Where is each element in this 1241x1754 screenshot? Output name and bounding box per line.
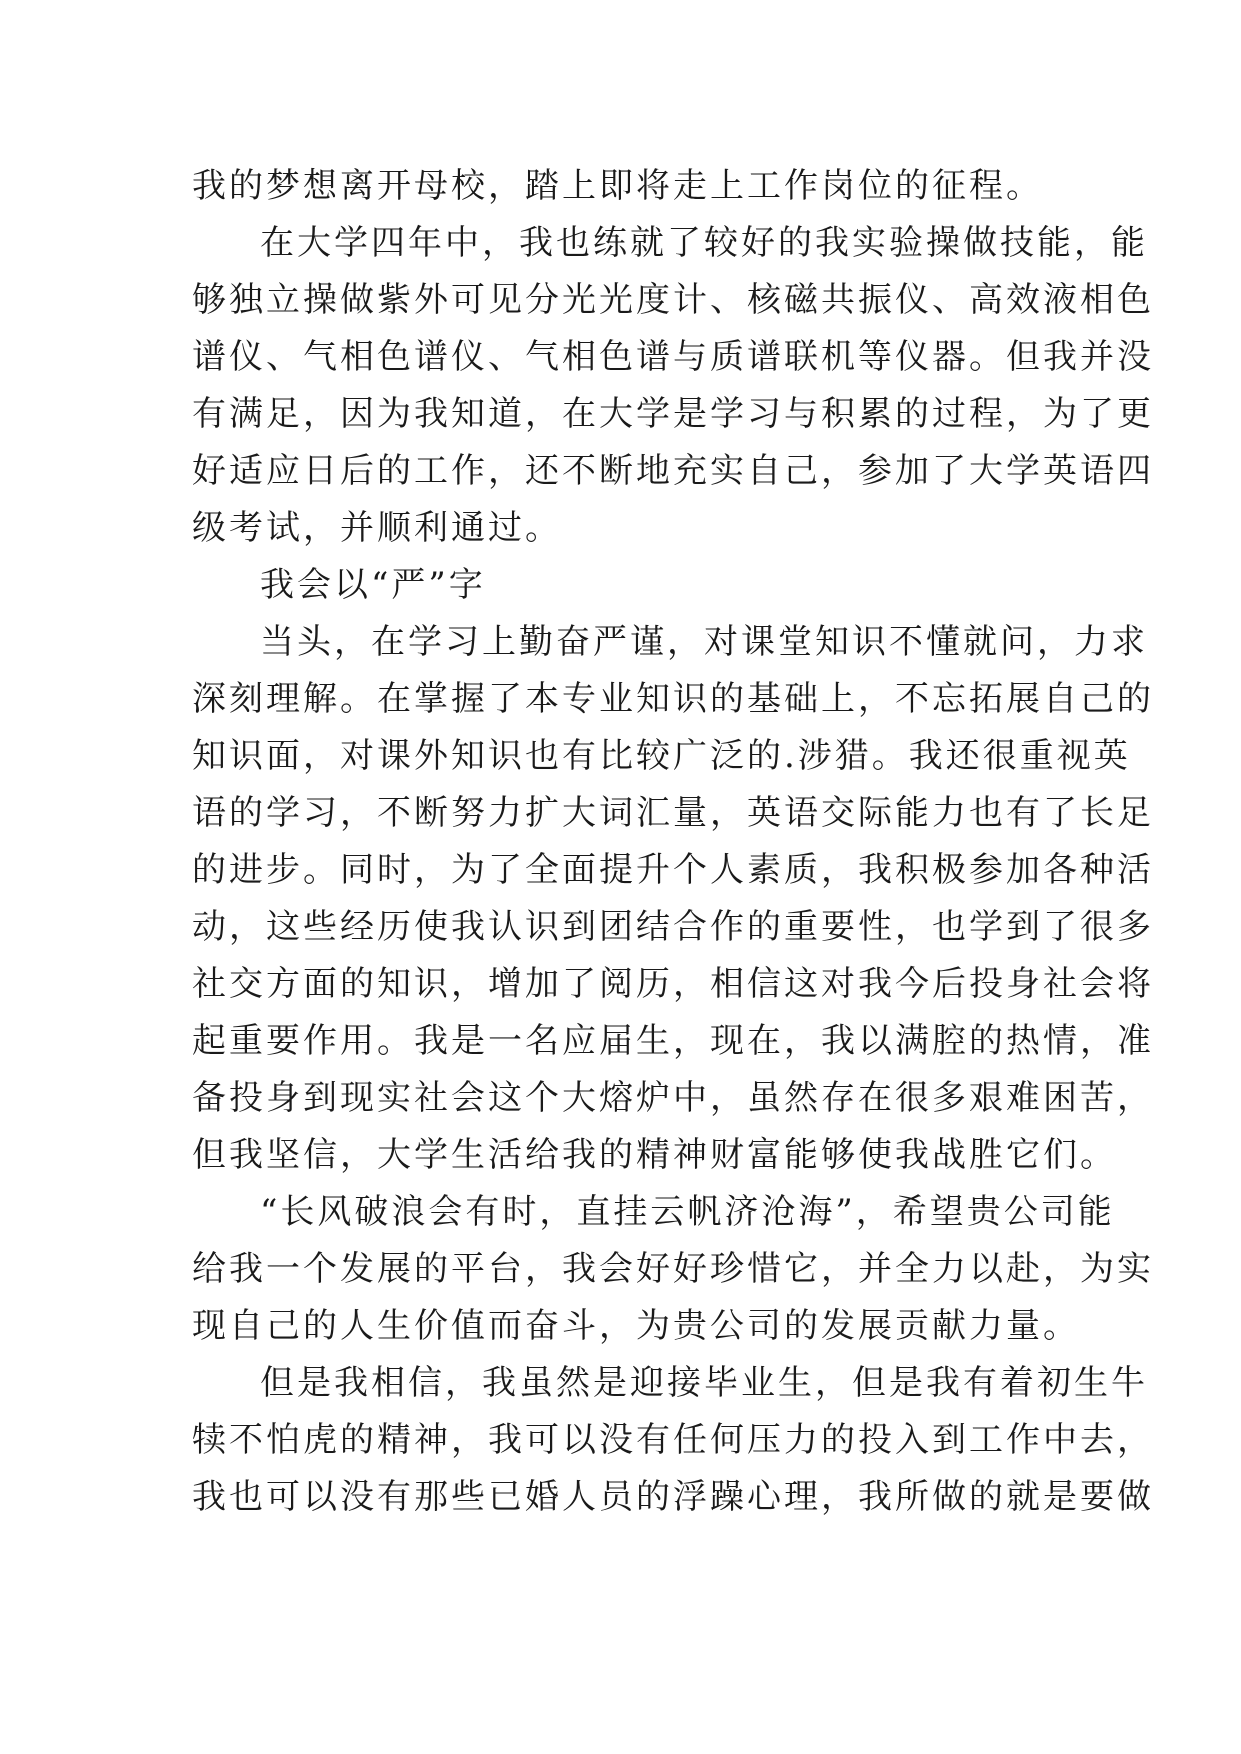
text-line: 但我坚信，大学生活给我的精神财富能够使我战胜它们。: [192, 1135, 1117, 1175]
text-line: 给我一个发展的平台，我会好好珍惜它，并全力以赴，为实: [192, 1249, 1154, 1289]
text-line: 有满足，因为我知道，在大学是学习与积累的过程，为了更: [192, 394, 1154, 434]
text-line: 社交方面的知识，增加了阅历，相信这对我今后投身社会将: [192, 964, 1154, 1004]
text-line: 备投身到现实社会这个大熔炉中，虽然存在很多艰难困苦，: [192, 1078, 1154, 1118]
text-line: 深刻理解。在掌握了本专业知识的基础上，不忘拓展自己的: [192, 679, 1154, 719]
text-line: 但是我相信，我虽然是迎接毕业生，但是我有着初生牛: [260, 1363, 1148, 1403]
text-line: 起重要作用。我是一名应届生，现在，我以满腔的热情，准: [192, 1021, 1154, 1061]
text-line: 语的学习，不断努力扩大词汇量，英语交际能力也有了长足: [192, 793, 1154, 833]
text-line: 犊不怕虎的精神，我可以没有任何压力的投入到工作中去，: [192, 1420, 1154, 1460]
document-body: [192, 158, 1154, 1526]
text-line: 在大学四年中，我也练就了较好的我实验操做技能，能: [260, 223, 1148, 263]
text-line: 动，这些经历使我认识到团结合作的重要性，也学到了很多: [192, 907, 1154, 947]
text-line: 够独立操做紫外可见分光光度计、核磁共振仪、高效液相色: [192, 280, 1154, 320]
text-line: 当头，在学习上勤奋严谨，对课堂知识不懂就问，力求: [260, 622, 1148, 662]
text-line: 级考试，并顺利通过。: [192, 508, 562, 548]
text-line: 我也可以没有那些已婚人员的浮躁心理，我所做的就是要做: [192, 1477, 1154, 1517]
text-line: 知识面，对课外知识也有比较广泛的.涉猎。我还很重视英: [192, 736, 1131, 776]
text-line: 我的梦想离开母校，踏上即将走上工作岗位的征程。: [192, 166, 1043, 206]
text-line: 谱仪、气相色谱仪、气相色谱与质谱联机等仪器。但我并没: [192, 337, 1154, 377]
text-line: “长风破浪会有时，直挂云帆济沧海”，希望贵公司能: [260, 1192, 1115, 1232]
text-line: 的进步。同时，为了全面提升个人素质，我积极参加各种活: [192, 850, 1154, 890]
text-line: 现自己的人生价值而奋斗，为贵公司的发展贡献力量。: [192, 1306, 1080, 1346]
text-line: 我会以“严”字: [260, 565, 486, 605]
text-line: 好适应日后的工作，还不断地充实自己，参加了大学英语四: [192, 451, 1154, 491]
